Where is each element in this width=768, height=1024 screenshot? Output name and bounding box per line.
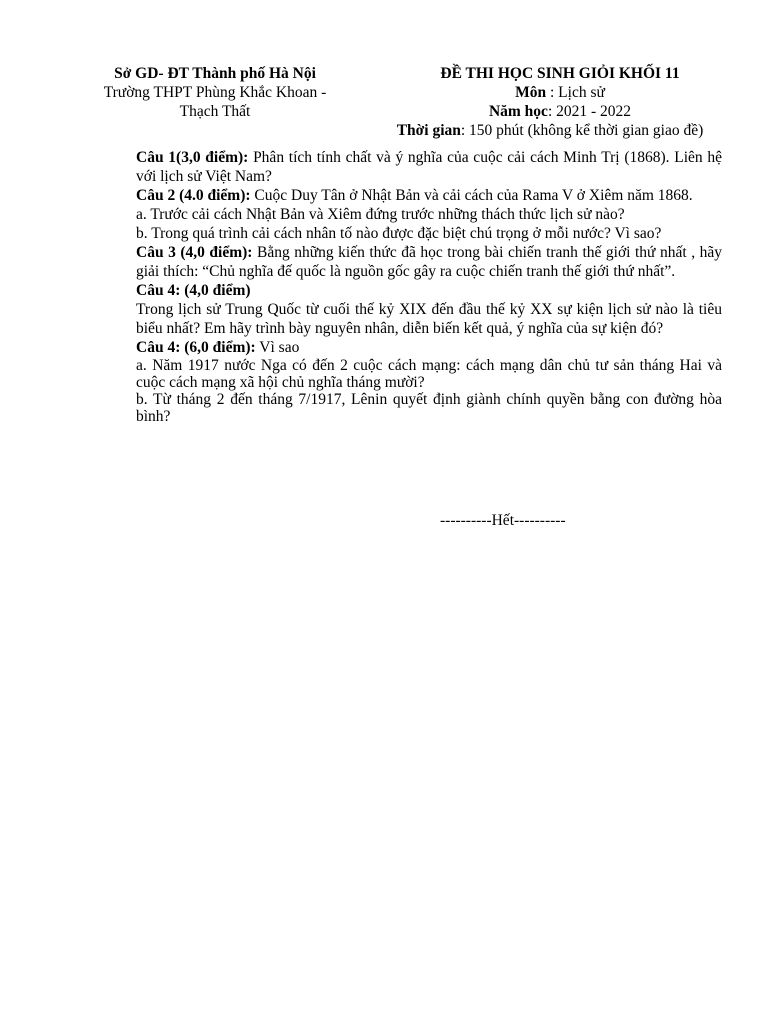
- question-5-label: Câu 4: (6,0 điểm):: [136, 339, 256, 356]
- question-2: [136, 186, 722, 205]
- school-name-line1: Trường THPT Phùng Khắc Khoan -: [103, 84, 327, 101]
- subject-label: Môn: [515, 84, 547, 101]
- question-4-label: Câu 4: (4,0 điểm): [136, 282, 251, 299]
- question-5: [136, 338, 722, 357]
- department-name: Sở GD- ĐT Thành phố Hà Nội: [114, 65, 316, 82]
- school-name-line2: Thạch Thất: [179, 103, 251, 120]
- question-4-label-line: [136, 281, 722, 300]
- time-value: : 150 phút (không kể thời gian giao đề): [460, 122, 704, 139]
- subject-line: [390, 83, 730, 102]
- question-3-label: Câu 3 (4,0 điểm):: [136, 244, 253, 261]
- end-marker: ----------Hết----------: [440, 512, 566, 529]
- question-5-part-a: a. Năm 1917 nước Nga có đến 2 cuộc cách mạng: cách mạng dân chủ tư sản tháng Hai và cuộc cách mạng xã hội chủ nghĩa tháng mười?: [136, 357, 722, 391]
- time-label: Thời gian: [396, 122, 461, 139]
- question-5-part-b: b. Từ tháng 2 đến tháng 7/1917, Lênin quyết định giành chính quyền bằng con đường hòa bình?: [136, 391, 722, 425]
- question-2-part-b: b. Trong quá trình cải cách nhân tố nào được đặc biệt chú trọng ở mỗi nước? Vì sao?: [136, 225, 662, 242]
- question-3: [136, 243, 722, 281]
- question-3-text: Bằng những kiến thức đã học trong bài chiến tranh thế giới thứ nhất , hãy giải thích: “Chủ nghĩa đế quốc là nguồn gốc gây ra cuộc chiến tranh thế giới thứ nhất”.: [136, 244, 722, 280]
- question-5-text: Vì sao: [255, 339, 300, 356]
- question-1-label: Câu 1(3,0 điểm):: [136, 149, 249, 166]
- time-line: [370, 121, 730, 140]
- school-year-line: [390, 102, 730, 121]
- header-left: [80, 64, 350, 121]
- header-right: [390, 64, 730, 140]
- question-1-text: Phân tích tính chất và ý nghĩa của cuộc cải cách Minh Trị (1868). Liên hệ với lịch sử Việt Nam?: [136, 149, 722, 185]
- school-year-label: Năm học: [488, 103, 548, 120]
- question-2-text: Cuộc Duy Tân ở Nhật Bản và cải cách của Rama V ở Xiêm năm 1868.: [250, 187, 693, 204]
- question-2-label: Câu 2 (4.0 điểm):: [136, 187, 251, 204]
- school-year-value: : 2021 - 2022: [547, 103, 632, 120]
- question-4-text: Trong lịch sử Trung Quốc từ cuối thế kỷ XIX đến đầu thế kỷ XX sự kiện lịch sử nào là tiêu biểu nhất? Em hãy trình bày nguyên nhân, diễn biến kết quả, ý nghĩa của sự kiện đó?: [136, 301, 722, 337]
- subject-value: : Lịch sử: [546, 84, 605, 101]
- question-2-part-a: a. Trước cải cách Nhật Bản và Xiêm đứng trước những thách thức lịch sử nào?: [136, 206, 625, 223]
- question-1: [136, 148, 722, 186]
- exam-questions: [136, 148, 722, 425]
- exam-title: ĐỀ THI HỌC SINH GIỎI KHỐI 11: [440, 65, 680, 82]
